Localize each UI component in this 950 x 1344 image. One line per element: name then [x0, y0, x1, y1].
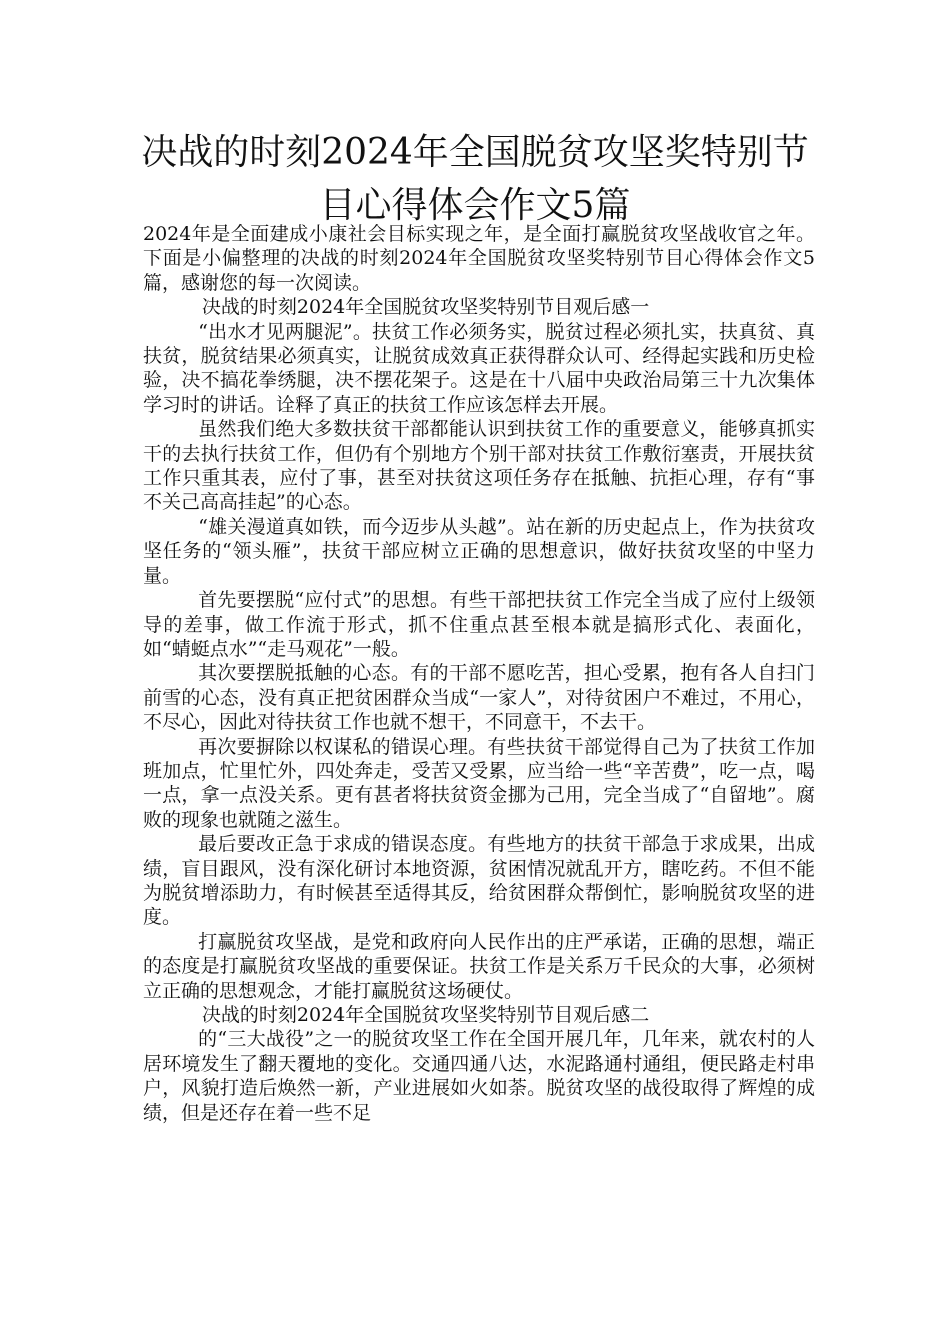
- section-heading-2: 决战的时刻2024年全国脱贫攻坚奖特别节目观后感二: [201, 1004, 650, 1026]
- paragraph: 打赢脱贫攻坚战，是党和政府向人民作出的庄严承诺，正确的思想，端正的态度是打赢脱贫攻坚战的重要保证。扶贫工作是关系万千民众的大事，必须树立正确的思想观念，才能打赢脱贫这场硬仗。: [143, 930, 815, 1002]
- document-body: [143, 222, 815, 1125]
- paragraph: 最后要改正急于求成的错误态度。有些地方的扶贫干部急于求成果，出成绩，盲目跟风，没有深化研讨本地资源，贫困情况就乱开方，瞎吃药。不但不能为脱贫增添助力，有时候甚至适得其反，给贫困群众帮倒忙，影响脱贫攻坚的进度。: [143, 833, 815, 929]
- paragraph: 首先要摆脱“应付式”的思想。有些干部把扶贫工作完全当成了应付上级领导的差事，做工作流于形式，抓不住重点甚至根本就是搞形式化、表面化，如“蜻蜓点水”“走马观花”一般。: [143, 589, 815, 660]
- paragraph: 再次要摒除以权谋私的错误心理。有些扶贫干部觉得自己为了扶贫工作加班加点，忙里忙外，四处奔走，受苦又受累，应当给一些“辛苦费”，吃一点，喝一点，拿一点没关系。更有甚者将扶贫资金挪为己用，完全当成了“自留地”。腐败的现象也就随之滋生。: [143, 735, 815, 831]
- paragraph: “出水才见两腿泥”。扶贫工作必须务实，脱贫过程必须扎实，扶真贫、真扶贫，脱贫结果必须真实，让脱贫成效真正获得群众认可、经得起实践和历史检验，决不搞花拳绣腿，决不摆花架子。这是在十八届中央政治局第三十九次集体学习时的讲话。诠释了真正的扶贫工作应该怎样去开展。: [143, 320, 815, 416]
- document-title: 决战的时刻2024年全国脱贫攻坚奖特别节目心得体会作文5篇: [141, 132, 809, 226]
- section-heading-1: 决战的时刻2024年全国脱贫攻坚奖特别节目观后感一: [201, 296, 650, 319]
- intro-paragraph: 2024年是全面建成小康社会目标实现之年，是全面打赢脱贫攻坚战收官之年。下面是小偏整理的决战的时刻2024年全国脱贫攻坚奖特别节目心得体会作文5篇，感谢您的每一次阅读。: [143, 223, 815, 294]
- paragraph: “雄关漫道真如铁，而今迈步从头越”。站在新的历史起点上，作为扶贫攻坚任务的“领头雁”，扶贫干部应树立正确的思想意识，做好扶贫攻坚的中坚力量。: [143, 515, 815, 587]
- paragraph: 的“三大战役”之一的脱贫攻坚工作在全国开展几年，几年来，就农村的人居环境发生了翻天覆地的变化。交通四通八达，水泥路通村通组，便民路走村串户，风貌打造后焕然一新，产业进展如火如荼。脱贫攻坚的战役取得了辉煌的成绩，但是还存在着一些不足: [143, 1028, 815, 1124]
- paragraph: 虽然我们绝大多数扶贫干部都能认识到扶贫工作的重要意义，能够真抓实干的去执行扶贫工作，但仍有个别地方个别干部对扶贫工作敷衍塞责，开展扶贫工作只重其表，应付了事，甚至对扶贫这项任务存在抵触、抗拒心理，存有“事不关己高高挂起”的心态。: [143, 418, 815, 514]
- paragraph: 其次要摆脱抵触的心态。有的干部不愿吃苦，担心受累，抱有各人自扫门前雪的心态，没有真正把贫困群众当成“一家人”，对待贫困户不难过，不用心，不尽心，因此对待扶贫工作也就不想干，不同意干，不去干。: [143, 662, 815, 734]
